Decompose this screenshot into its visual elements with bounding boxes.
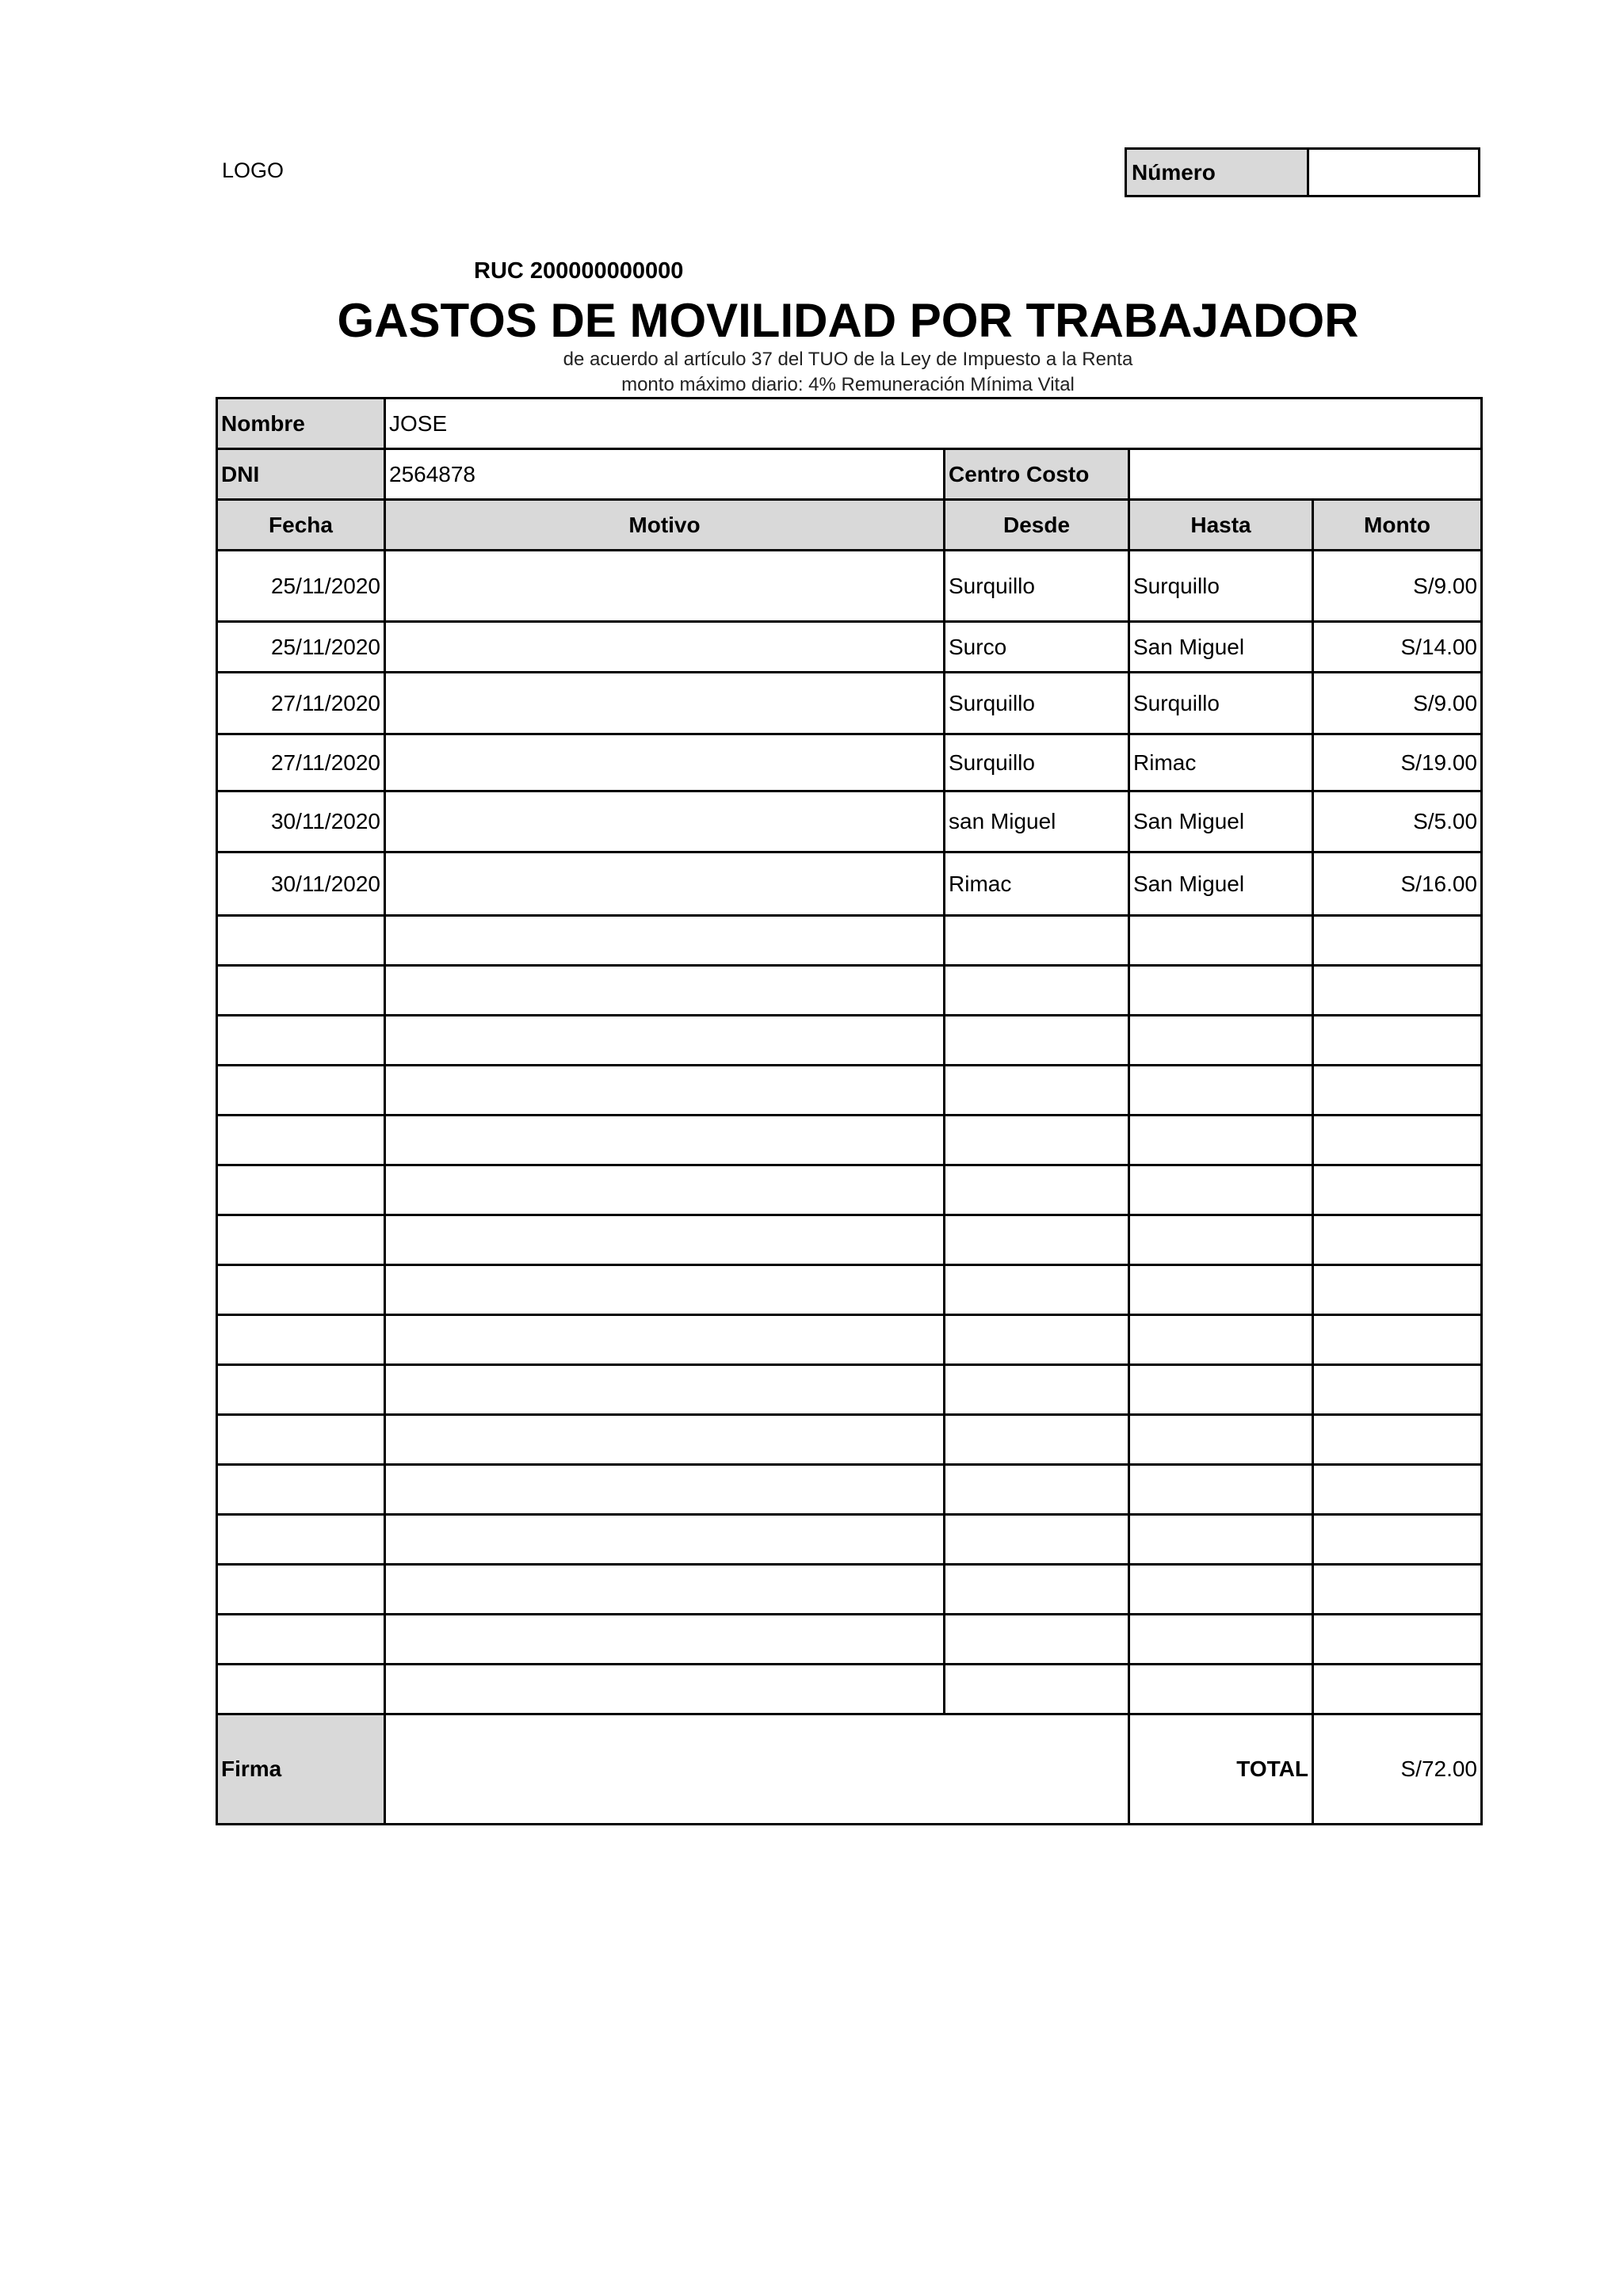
cell-fecha[interactable]: 27/11/2020 xyxy=(217,673,385,734)
nombre-label: Nombre xyxy=(217,399,385,449)
cell-motivo[interactable] xyxy=(385,1116,945,1165)
empty-row xyxy=(217,916,1482,966)
cell-hasta[interactable]: San Miguel xyxy=(1129,622,1313,673)
cell-hasta[interactable] xyxy=(1129,1315,1313,1365)
cell-monto[interactable]: S/9.00 xyxy=(1313,673,1482,734)
empty-row xyxy=(217,1515,1482,1565)
cell-fecha[interactable]: 25/11/2020 xyxy=(217,551,385,622)
cell-desde[interactable]: Surquillo xyxy=(945,673,1129,734)
cell-desde[interactable] xyxy=(945,1315,1129,1365)
cell-fecha[interactable] xyxy=(217,916,385,966)
cell-monto[interactable]: S/5.00 xyxy=(1313,791,1482,852)
centro-costo-field[interactable] xyxy=(1129,449,1482,500)
cell-desde[interactable] xyxy=(945,1165,1129,1215)
cell-monto[interactable]: S/19.00 xyxy=(1313,734,1482,791)
table-row xyxy=(217,791,1482,852)
dni-field[interactable]: 2564878 xyxy=(385,449,945,500)
dni-row xyxy=(217,449,1482,500)
cell-motivo[interactable] xyxy=(385,966,945,1016)
cell-motivo[interactable] xyxy=(385,1016,945,1066)
cell-fecha[interactable] xyxy=(217,1465,385,1515)
column-header-row xyxy=(217,500,1482,551)
cell-fecha[interactable] xyxy=(217,966,385,1016)
nombre-field[interactable]: JOSE xyxy=(385,399,1482,449)
empty-row xyxy=(217,1665,1482,1714)
cell-fecha[interactable] xyxy=(217,1066,385,1116)
cell-motivo[interactable] xyxy=(385,791,945,852)
cell-fecha[interactable] xyxy=(217,1016,385,1066)
cell-monto[interactable] xyxy=(1313,1565,1482,1615)
cell-fecha[interactable] xyxy=(217,1415,385,1465)
cell-hasta[interactable] xyxy=(1129,1615,1313,1665)
cell-monto[interactable] xyxy=(1313,1265,1482,1315)
cell-hasta[interactable]: San Miguel xyxy=(1129,852,1313,916)
document-title: GASTOS DE MOVILIDAD POR TRABAJADOR xyxy=(337,294,1359,347)
cell-motivo[interactable] xyxy=(385,1615,945,1665)
cell-desde[interactable] xyxy=(945,966,1129,1016)
empty-row xyxy=(217,1016,1482,1066)
cell-monto[interactable]: S/9.00 xyxy=(1313,551,1482,622)
col-header-monto: Monto xyxy=(1313,500,1482,551)
cell-hasta[interactable] xyxy=(1129,1565,1313,1615)
cell-monto[interactable] xyxy=(1313,1415,1482,1465)
cell-desde[interactable] xyxy=(945,1615,1129,1665)
cell-desde[interactable] xyxy=(945,1565,1129,1615)
cell-hasta[interactable] xyxy=(1129,1016,1313,1066)
expense-form xyxy=(216,397,1480,1829)
empty-row xyxy=(217,1365,1482,1415)
cell-hasta[interactable] xyxy=(1129,1415,1313,1465)
cell-monto[interactable] xyxy=(1313,1315,1482,1365)
cell-hasta[interactable] xyxy=(1129,1515,1313,1565)
cell-hasta[interactable]: Surquillo xyxy=(1129,673,1313,734)
footer-row xyxy=(217,1714,1482,1825)
cell-desde[interactable] xyxy=(945,916,1129,966)
dni-label: DNI xyxy=(217,449,385,500)
cell-fecha[interactable] xyxy=(217,1165,385,1215)
cell-motivo[interactable] xyxy=(385,852,945,916)
cell-motivo[interactable] xyxy=(385,1365,945,1415)
empty-row xyxy=(217,1565,1482,1615)
cell-monto[interactable]: S/16.00 xyxy=(1313,852,1482,916)
cell-motivo[interactable] xyxy=(385,1515,945,1565)
cell-monto[interactable] xyxy=(1313,916,1482,966)
cell-fecha[interactable] xyxy=(217,1565,385,1615)
empty-row xyxy=(217,1116,1482,1165)
cell-motivo[interactable] xyxy=(385,1665,945,1714)
numero-label: Número xyxy=(1127,150,1309,195)
cell-monto[interactable] xyxy=(1313,966,1482,1016)
cell-fecha[interactable] xyxy=(217,1665,385,1714)
cell-desde[interactable]: san Miguel xyxy=(945,791,1129,852)
cell-desde[interactable]: Surquillo xyxy=(945,734,1129,791)
cell-monto[interactable] xyxy=(1313,1016,1482,1066)
cell-monto[interactable] xyxy=(1313,1515,1482,1565)
numero-box xyxy=(1125,147,1480,197)
numero-field[interactable] xyxy=(1309,150,1478,195)
cell-monto[interactable] xyxy=(1313,1465,1482,1515)
cell-fecha[interactable]: 25/11/2020 xyxy=(217,622,385,673)
empty-row xyxy=(217,1066,1482,1116)
cell-hasta[interactable] xyxy=(1129,1066,1313,1116)
cell-motivo[interactable] xyxy=(385,1215,945,1265)
cell-motivo[interactable] xyxy=(385,673,945,734)
cell-fecha[interactable] xyxy=(217,1615,385,1665)
cell-hasta[interactable]: Surquillo xyxy=(1129,551,1313,622)
col-header-desde: Desde xyxy=(945,500,1129,551)
table-row xyxy=(217,852,1482,916)
cell-hasta[interactable] xyxy=(1129,966,1313,1016)
cell-hasta[interactable] xyxy=(1129,1365,1313,1415)
cell-fecha[interactable] xyxy=(217,1215,385,1265)
cell-hasta[interactable]: San Miguel xyxy=(1129,791,1313,852)
empty-row xyxy=(217,1165,1482,1215)
cell-motivo[interactable] xyxy=(385,1415,945,1465)
empty-row xyxy=(217,1615,1482,1665)
ruc-number: RUC 200000000000 xyxy=(474,258,684,284)
cell-monto[interactable] xyxy=(1313,1665,1482,1714)
cell-desde[interactable] xyxy=(945,1365,1129,1415)
cell-hasta[interactable] xyxy=(1129,1215,1313,1265)
cell-desde[interactable] xyxy=(945,1215,1129,1265)
cell-hasta[interactable] xyxy=(1129,1116,1313,1165)
cell-fecha[interactable]: 30/11/2020 xyxy=(217,791,385,852)
cell-monto[interactable] xyxy=(1313,1066,1482,1116)
cell-monto[interactable] xyxy=(1313,1365,1482,1415)
logo-placeholder: LOGO xyxy=(222,158,285,182)
cell-desde[interactable] xyxy=(945,1415,1129,1465)
cell-fecha[interactable]: 27/11/2020 xyxy=(217,734,385,791)
cell-monto[interactable] xyxy=(1313,1615,1482,1665)
centro-costo-label: Centro Costo xyxy=(945,449,1129,500)
table-row xyxy=(217,551,1482,622)
cell-fecha[interactable] xyxy=(217,1315,385,1365)
cell-fecha[interactable] xyxy=(217,1365,385,1415)
total-label: TOTAL xyxy=(1129,1714,1313,1825)
cell-desde[interactable] xyxy=(945,1265,1129,1315)
cell-desde[interactable]: Surquillo xyxy=(945,551,1129,622)
empty-row xyxy=(217,1415,1482,1465)
cell-hasta[interactable] xyxy=(1129,1165,1313,1215)
cell-motivo[interactable] xyxy=(385,1465,945,1515)
empty-row xyxy=(217,966,1482,1016)
empty-row xyxy=(217,1465,1482,1515)
cell-motivo[interactable] xyxy=(385,734,945,791)
daily-limit-note: monto máximo diario: 4% Remuneración Mínima Vital xyxy=(621,374,1075,395)
cell-monto[interactable] xyxy=(1313,1215,1482,1265)
cell-motivo[interactable] xyxy=(385,1565,945,1615)
cell-hasta[interactable] xyxy=(1129,1265,1313,1315)
cell-desde[interactable] xyxy=(945,1116,1129,1165)
cell-desde[interactable] xyxy=(945,1515,1129,1565)
cell-fecha[interactable] xyxy=(217,1265,385,1315)
col-header-motivo: Motivo xyxy=(385,500,945,551)
cell-motivo[interactable] xyxy=(385,1265,945,1315)
cell-motivo[interactable] xyxy=(385,622,945,673)
legal-reference: de acuerdo al artículo 37 del TUO de la Ley de Impuesto a la Renta xyxy=(563,349,1133,370)
col-header-hasta: Hasta xyxy=(1129,500,1313,551)
cell-hasta[interactable] xyxy=(1129,1465,1313,1515)
cell-desde[interactable] xyxy=(945,1016,1129,1066)
cell-desde[interactable]: Surco xyxy=(945,622,1129,673)
cell-fecha[interactable]: 30/11/2020 xyxy=(217,852,385,916)
cell-desde[interactable] xyxy=(945,1665,1129,1714)
cell-monto[interactable] xyxy=(1313,1116,1482,1165)
cell-desde[interactable] xyxy=(945,1465,1129,1515)
cell-fecha[interactable] xyxy=(217,1116,385,1165)
cell-monto[interactable] xyxy=(1313,1165,1482,1215)
table-row xyxy=(217,734,1482,791)
col-header-fecha: Fecha xyxy=(217,500,385,551)
cell-fecha[interactable] xyxy=(217,1515,385,1565)
table-row xyxy=(217,622,1482,673)
empty-row xyxy=(217,1265,1482,1315)
cell-monto[interactable]: S/14.00 xyxy=(1313,622,1482,673)
table-row xyxy=(217,673,1482,734)
empty-row xyxy=(217,1215,1482,1265)
total-value: S/72.00 xyxy=(1313,1714,1482,1825)
cell-desde[interactable]: Rimac xyxy=(945,852,1129,916)
cell-motivo[interactable] xyxy=(385,1066,945,1116)
cell-motivo[interactable] xyxy=(385,1165,945,1215)
nombre-row xyxy=(217,399,1482,449)
cell-motivo[interactable] xyxy=(385,916,945,966)
firma-field[interactable] xyxy=(385,1714,1129,1825)
cell-desde[interactable] xyxy=(945,1066,1129,1116)
empty-row xyxy=(217,1315,1482,1365)
cell-hasta[interactable]: Rimac xyxy=(1129,734,1313,791)
cell-hasta[interactable] xyxy=(1129,1665,1313,1714)
cell-motivo[interactable] xyxy=(385,551,945,622)
cell-hasta[interactable] xyxy=(1129,916,1313,966)
firma-label: Firma xyxy=(217,1714,385,1825)
cell-motivo[interactable] xyxy=(385,1315,945,1365)
